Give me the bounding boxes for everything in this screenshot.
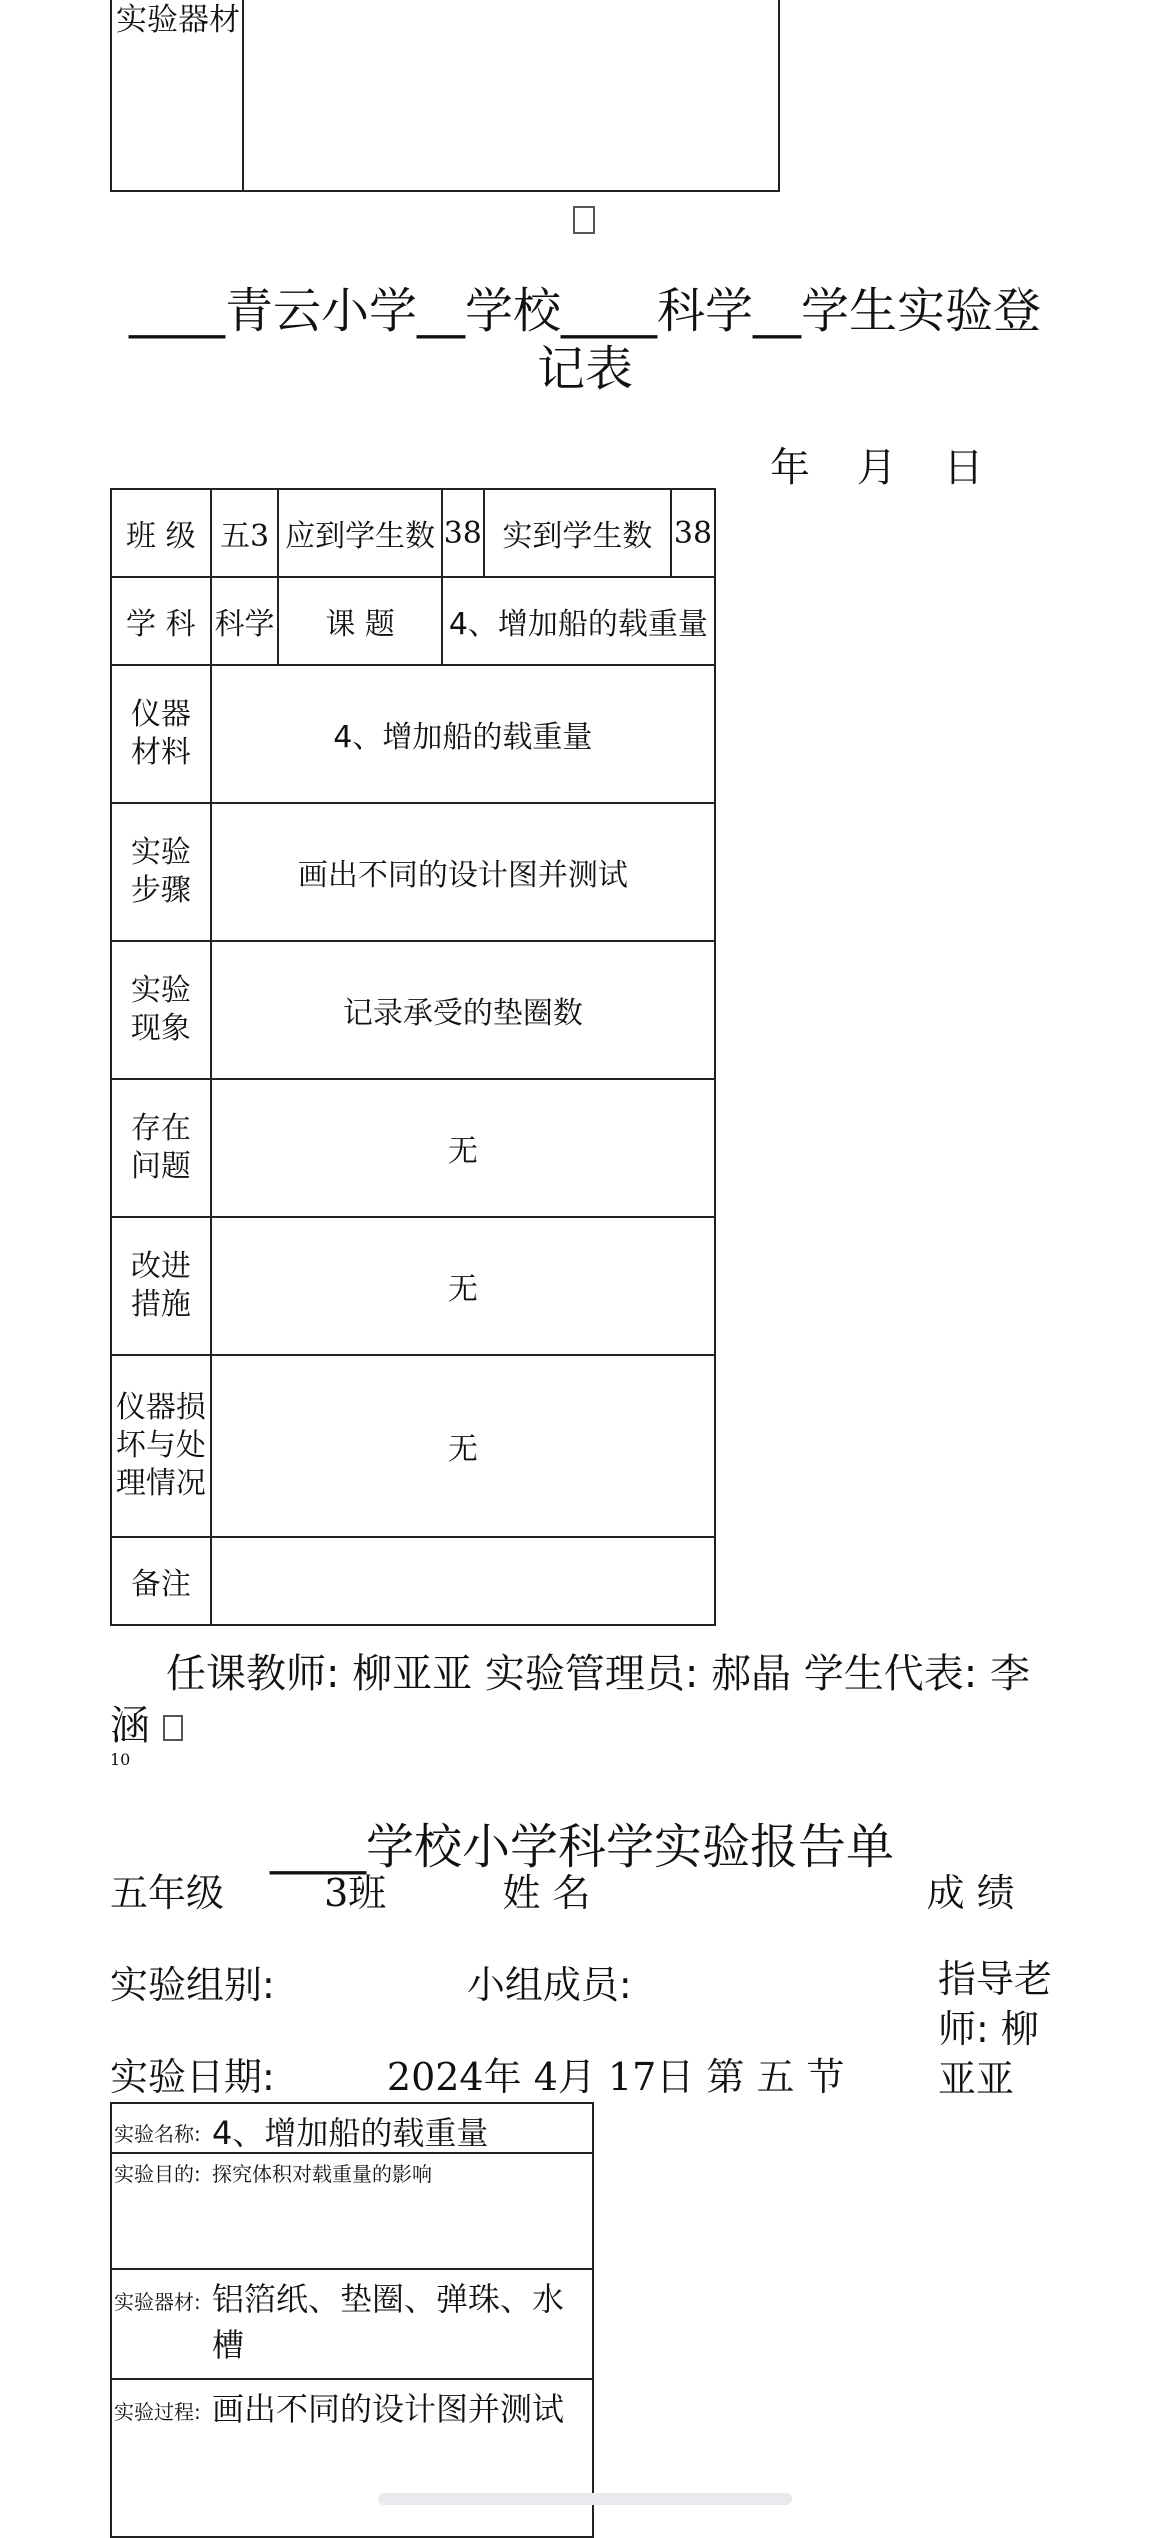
group-label: 实验组别: bbox=[110, 1963, 275, 2007]
report-field-equipment bbox=[110, 2268, 594, 2378]
register-title: ____青云小学__学校____科学__学生实验登记表 bbox=[128, 283, 1041, 397]
class: 3班 bbox=[324, 1871, 387, 1915]
report-field-name bbox=[110, 2102, 594, 2152]
score-label: 成 绩 bbox=[926, 1871, 1015, 1915]
table-row bbox=[111, 1537, 715, 1625]
top-table-fragment bbox=[110, 0, 780, 192]
subject-value: 科学 bbox=[211, 577, 279, 665]
date-line bbox=[110, 2046, 845, 2101]
topic-value: 4、增加船的载重量 bbox=[442, 577, 715, 665]
report-field-process bbox=[110, 2378, 594, 2538]
row-value: 无 bbox=[211, 1079, 715, 1217]
home-indicator[interactable] bbox=[378, 2493, 792, 2505]
row-value: 无 bbox=[211, 1355, 715, 1537]
table-row bbox=[111, 1355, 715, 1537]
row-value bbox=[211, 1537, 715, 1625]
field-value: 画出不同的设计图并测试 bbox=[212, 2390, 565, 2428]
name-label: 姓 名 bbox=[502, 1871, 591, 1915]
report-field-purpose bbox=[110, 2152, 594, 2268]
table-row bbox=[111, 941, 715, 1079]
signature-line bbox=[110, 1648, 1060, 1752]
page-number: 10 bbox=[110, 1750, 131, 1769]
table-row bbox=[111, 1079, 715, 1217]
class-value: 五3 bbox=[211, 489, 279, 577]
equipment-label: 实验器材 bbox=[112, 0, 244, 190]
row-label: 仪器 材料 bbox=[111, 665, 211, 803]
topic-label: 课 题 bbox=[278, 577, 441, 665]
date-label: 实验日期: bbox=[110, 2055, 275, 2099]
row-label: 存在 问题 bbox=[111, 1079, 211, 1217]
row-label: 改进 措施 bbox=[111, 1217, 211, 1355]
table-row bbox=[111, 489, 715, 577]
expected-label: 应到学生数 bbox=[278, 489, 441, 577]
table-row bbox=[111, 803, 715, 941]
missing-glyph-icon bbox=[163, 1715, 183, 1741]
report-form bbox=[110, 2102, 594, 2538]
table-row bbox=[111, 1217, 715, 1355]
field-label: 实验名称: bbox=[114, 2122, 201, 2146]
date-day: 日 bbox=[943, 445, 984, 491]
field-value: 探究体积对载重量的影响 bbox=[212, 2162, 432, 2186]
report-title: ____学校小学科学实验报告单 bbox=[270, 1819, 895, 1875]
field-label: 实验目的: bbox=[114, 2162, 201, 2186]
actual-label: 实到学生数 bbox=[484, 489, 671, 577]
group-line bbox=[110, 1954, 632, 2009]
field-label: 实验器材: bbox=[114, 2290, 201, 2314]
grade-class-line bbox=[110, 1862, 1015, 1917]
register-date bbox=[770, 436, 983, 493]
row-label: 实验 现象 bbox=[111, 941, 211, 1079]
row-value: 无 bbox=[211, 1217, 715, 1355]
table-row bbox=[111, 577, 715, 665]
field-value: 铝箔纸、垫圈、弹珠、水槽 bbox=[212, 2280, 565, 2364]
subject-label: 学 科 bbox=[111, 577, 211, 665]
row-value: 记录承受的垫圈数 bbox=[211, 941, 715, 1079]
teacher-line: 指导老师: 柳亚亚 bbox=[938, 1957, 1053, 2101]
date-year: 年 bbox=[770, 445, 810, 491]
date-value: 2024年 4月 17日 第 五 节 bbox=[386, 2055, 845, 2099]
class-label: 班 级 bbox=[111, 489, 211, 577]
row-label: 仪器损 坏与处 理情况 bbox=[111, 1355, 211, 1537]
table-row bbox=[111, 665, 715, 803]
row-label: 备注 bbox=[111, 1537, 211, 1625]
date-month: 月 bbox=[856, 445, 897, 491]
row-label: 实验 步骤 bbox=[111, 803, 211, 941]
actual-value: 38 bbox=[671, 489, 715, 577]
expected-value: 38 bbox=[442, 489, 484, 577]
members-label: 小组成员: bbox=[466, 1963, 632, 2007]
signature-text: 任课教师: 柳亚亚 实验管理员: 郝晶 学生代表: 李涵 bbox=[110, 1651, 1031, 1749]
experiment-register-table bbox=[110, 488, 716, 1626]
missing-glyph-icon bbox=[573, 206, 595, 234]
row-value: 4、增加船的载重量 bbox=[211, 665, 715, 803]
grade: 五年级 bbox=[110, 1871, 225, 1915]
field-label: 实验过程: bbox=[114, 2400, 201, 2424]
field-value: 4、增加船的载重量 bbox=[212, 2114, 489, 2152]
row-value: 画出不同的设计图并测试 bbox=[211, 803, 715, 941]
